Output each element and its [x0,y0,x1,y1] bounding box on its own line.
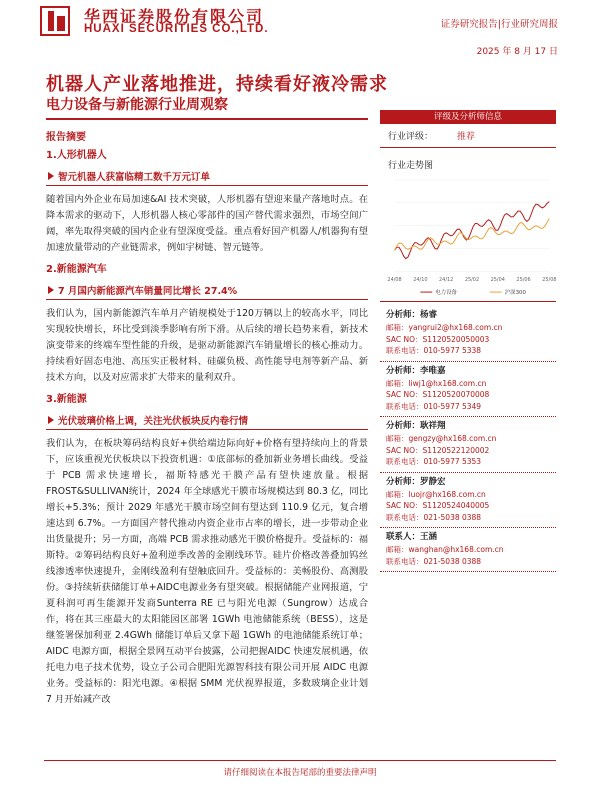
x-tick-label: 25/08 [542,277,556,284]
section-bar-text: 智元机器人获富临精工数千万元订单 [58,171,211,183]
analyst-sac: SAC NO：S1120520070008 [386,390,490,399]
analyst-phone: 联系电话：021-5038 0388 [386,556,482,566]
company-name-en: HUAXI SECURITIES CO.,LTD. [84,23,269,35]
report-date: 2025 年 8 月 17 日 [476,47,558,57]
section-bar-text: 7 月国内新能源汽车销量同比增长 27.4% [58,285,238,297]
company-name-cn: 华西证券股份有限公司 [84,7,265,26]
analyst-sac: SAC NO：S1120522120002 [386,445,490,455]
analyst-sac: SAC NO：S1120524040005 [386,501,490,510]
rating-value: 推荐 [457,132,476,142]
triangle-bullet-icon [48,286,54,294]
rating-label: 行业评级： [388,132,434,142]
analyst-phone: 联系电话：010-5977 5338 [386,346,482,355]
analyst-email[interactable]: 邮箱：gengzy@hx168.com.cn [386,434,497,443]
report-type: 证券研究报告|行业研究周报 [440,19,558,30]
trend-title: 行业走势图 [388,161,434,171]
report-title: 机器人产业落地推进，持续看好液冷需求 [46,74,388,95]
analyst-card [380,528,556,572]
analyst-card [380,417,556,473]
analyst-email[interactable]: 邮箱：wanghan@hx168.com.cn [386,545,504,554]
section-heading: 3.新能源 [46,394,87,405]
x-tick-label: 25/02 [464,277,480,284]
analyst-name: 分析师：耿祥翔 [386,421,446,431]
section-bar-text: 光伏玻璃价格上调，关注光伏板块反内卷行情 [58,415,249,427]
section-bar [46,280,368,300]
report-header [0,0,600,62]
analyst-card [380,306,556,362]
x-tick-label: 24/12 [439,277,454,284]
legend-label: 电力设备 [435,290,458,297]
analyst-email[interactable]: 邮箱：yangrui2@hx168.com.cn [386,323,503,332]
company-logo-icon [40,6,70,36]
analyst-card [380,362,556,418]
sidebar [380,110,556,572]
analyst-phone: 联系电话：010-5977 5349 [386,401,482,411]
triangle-bullet-icon [48,172,54,180]
rating-row [380,124,556,148]
paragraph: 我们认为，国内新能源汽车单月产销规模处于120万辆以上的较高水平，同比实现较快增长，环比受到淡季影响有所下滑。从后续的增长趋势来看，新技术演变带来的终端车型性能的升级，是驱动新能源汽车销量增长的核心推动力。持续看好固态电池、高压实正极材料、硅碳负极、高性能导电剂等新产品、新技术方向，以及对应需求扩大带来的量利双升。 [46,308,368,383]
paragraph: 我们认为，在板块筹码结构良好+供给端边际向好+价格有望持续向上的背景下，应该重视光伏板块以下投资机遇：①底部标的叠加新业务增长曲线。受益于 PCB 需求快速增长，福斯特感光干膜产品有望快速放量。根据FROST&SULLIVAN统计，2024 年全球感光干膜市场规模达到 80.3 亿，同比增长+5.3%；预计 2029 年感光干膜市场空间有望达到 110.9 亿元，复合增速达到 6.7%。一方面国产替代推动内资企业市占率的增长，进一步带动企业出货量提升；另一方面，高端 PCB 需求推动感光干膜价格提升。受益标的：福斯特。②筹码结构良好+盈利逆季改善的金刚线环节。硅片价格改善叠加钨丝线渗透率快速提升，金刚线盈利有望触底回升。受益标的：美畅股份、高测股份。③持续斩获储能订单+AIDC电源业务有望突破。根据储能产业网报道，宁夏科润可再生能源开发商Sunterra RE 已与阳光电源（Sungrow）达成合作，将在其三座最大的太阳能园区部署 1GWh 电池储能系统（BESS），这是继签署保加利亚 2.4GWh 储能订单后又拿下超 1GWh 的电池储能系统订单；AIDC 电源方面，根据全景网互动平台披露，公司把握AIDC 快速发展机遇，依托电力电子技术优势，设立子公司合肥阳光源智科技有限公司开展 AIDC 电源业务。受益标的：阳光电源。④根据 SMM 光伏视界报道，多数玻璃企业计划 7 月开始减产改 [46,438,369,705]
section-heading: 1.人形机器人 [46,150,107,161]
analyst-phone: 联系电话：021-5038 0388 [386,512,482,522]
analyst-list [380,306,556,572]
analyst-name: 联系人：王涵 [386,532,438,542]
analyst-sac: SAC NO：S1120520050003 [386,334,490,344]
section-bar [46,166,368,186]
x-tick-label: 25/06 [516,277,531,284]
title-divider [46,118,368,120]
analyst-phone: 联系电话：010-5977 5353 [386,457,482,466]
series-line-power-equipment [395,202,550,259]
x-tick-label: 24/08 [387,277,402,284]
section-bar [46,410,368,430]
analyst-email[interactable]: 邮箱：liwj1@hx168.com.cn [386,378,487,388]
series-line-csi300 [395,219,550,251]
analyst-card [380,473,556,529]
analyst-email[interactable]: 邮箱：luojr@hx168.com.cn [386,489,486,499]
analyst-name: 分析师：李唯嘉 [386,365,446,376]
analyst-name: 分析师：杨睿 [386,310,438,320]
legend-label: 沪深300 [504,290,526,297]
footer-divider [44,760,556,761]
x-tick-label: 25/04 [490,277,505,284]
triangle-bullet-icon [48,416,54,424]
report-subtitle: 电力设备与新能源行业周观察 [46,97,228,113]
section-heading: 2.新能源汽车 [46,264,107,275]
x-tick-label: 24/10 [413,277,428,284]
summary-column [46,128,368,712]
analyst-name: 分析师：罗静宏 [386,476,446,487]
panel-title: 评级及分析师信息 [380,110,556,124]
trend-chart [380,172,556,302]
paragraph: 随着国内外企业布局加速&AI 技术突破，人形机器有望迎来量产落地时点。在降本需求的驱动下，人形机器人核心零部件的国产替代需求强烈，市场空间广阔，率先取得突破的国内企业有望深度受益。重点看好国产机器人/机器狗有望加速放量带动的产业链需求，例如宇树链、智元链等。 [46,194,368,253]
legal-notice: 请仔细阅读在本报告尾部的重要法律声明 [223,768,377,778]
summary-heading: 报告摘要 [46,132,86,143]
